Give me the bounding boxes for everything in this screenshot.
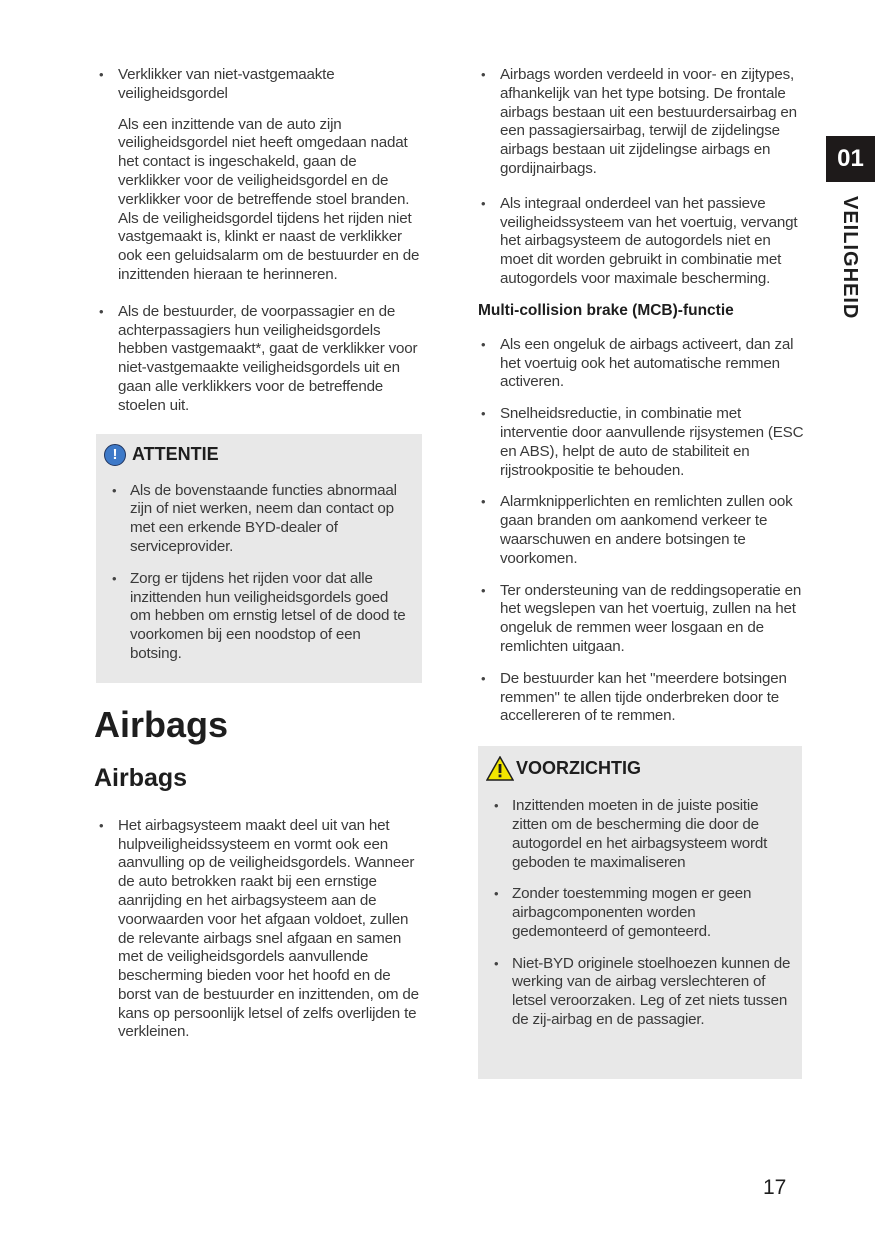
list-item [104,482,412,557]
bullet-icon: • [494,798,499,814]
bullet-icon: • [481,670,486,686]
left-column [96,66,422,1055]
bullet-icon: • [99,303,104,319]
list-item-text: Ter ondersteuning van de reddingsoperatie en het wegslepen van het voertuig, zullen na het ongeluk de remmen weer losgaan en de remlichten uitgaan. [500,581,802,655]
bullet-icon: • [112,482,117,498]
bullet-icon: • [494,886,499,902]
attention-list [104,482,412,664]
caution-heading-text: VOORZICHTIG [516,758,641,779]
list-item-text: Airbags worden verdeeld in voor- en zijtypes, afhankelijk van het type botsing. De frontale airbags bestaan uit een bestuurdersairbag en een passagiersairbag, terwijl de zijdelingse airbags bestaan uit zijdelingse airbags en gordijnairbags. [500,66,797,177]
bullet-icon: • [481,336,486,352]
seatbelt-bullet-list [96,66,422,416]
list-item-text: Het airbagsysteem maakt deel uit van het hulpveiligheidssysteem en vormt ook een aanvulling op de veiligheidsgordels. Wanneer de auto betrokken raakt bij een ernstige aanrijding en het airbagsysteem aan de voorwaarden voor het afgaan voldoet, zullen de relevante airbags snel afgaan en samen met de veiligheidsgordels aanvullende bescherming bieden voor het hoofd en de borst van de bestuurder en inzittenden, om de kans op persoonlijk letsel of zelfs overlijden te verkleinen. [118,816,419,1041]
bullet-icon: • [481,582,486,598]
bullet-icon: • [481,195,486,211]
list-item [104,570,412,664]
list-item-text: Niet-BYD originele stoelhoezen kunnen de werking van de airbag verslechteren of letsel veroorzaken. Leg of zet niets tussen de zij-airbag en de passagier. [512,954,791,1029]
chapter-number-tab [826,136,875,182]
chapter-title: VEILIGHEID [839,196,861,320]
bullet-icon: • [481,494,486,510]
list-item [478,493,806,568]
warning-triangle-icon [486,756,514,781]
list-item-text: Alarmknipperlichten en remlichten zullen ook gaan branden om aankomend verkeer te waarschuwen en andere botsingen te voorkomen. [500,493,793,567]
list-item [478,336,806,392]
page-number: 17 [763,1176,787,1199]
list-item-text: De bestuurder kan het "meerdere botsingen remmen" te allen tijde onderbreken door te accellereren of te remmen. [500,669,787,725]
info-circle-icon: ! [104,444,126,466]
bullet-icon: • [99,817,104,833]
list-item [478,670,806,726]
list-item-text: Snelheidsreductie, in combinatie met interventie door aanvullende rijsystemen (ESC en ABS), helpt de auto de stabiliteit en rijstrookpositie te behouden. [500,405,804,479]
bullet-icon: • [481,406,486,422]
list-item-text: Als de bestuurder, de voorpassagier en de achterpassagiers hun veiligheidsgordels hebben vastgemaakt*, gaat de verklikker voor niet-vastgemaakte veiligheidsgordels uit en gaan alle verklikkers voor de betreffende stoelen uit. [118,302,418,414]
list-item-title: Verklikker van niet-vastgemaakte veiligheidsgordel [118,66,335,102]
list-item [96,303,422,416]
list-item [478,195,806,289]
list-item-text: Als de bovenstaande functies abnormaal zijn of niet werken, neem dan contact op met een erkende BYD-dealer of serviceprovider. [130,481,397,555]
list-item [486,955,792,1030]
bullet-icon: • [112,570,117,586]
caution-list [486,797,792,1030]
list-item-text: Zonder toestemming mogen er geen airbagcomponenten worden gedemonteerd of gemonteerd. [512,885,752,940]
list-item-text: Als integraal onderdeel van het passieve veiligheidssysteem van het voertuig, vervangt het airbagsysteem de autogordels niet en moet dit worden gebruikt in combinatie met autogordels voor maximale bescherming. [500,194,798,287]
bullet-icon: • [99,67,104,82]
airbag-list-right [478,66,806,289]
bullet-icon: • [494,955,499,971]
list-item-text: Inzittenden moeten in de juiste positie zitten om de bescherming die door de autogordel en het airbagsysteem wordt geboden te maximaliseren [512,797,768,871]
right-column [478,66,806,1079]
list-item [96,66,422,285]
caution-box [478,746,802,1079]
list-item-paragraph: Als een inzittende van de auto zijn veiligheidsgordel niet heeft omgedaan nadat het contact is ingeschakeld, gaan de verklikker voor de veiligheidsgordel en de verklikker voor de betreffende stoel branden. Als de veiligheidsgordel tijdens het rijden niet vastgemaakt is, klinkt er naast de verklikker ook een geluidsalarm om de bestuurder en de inzittenden hieraan te herinneren. [118,115,420,283]
chapter-number: 01 [837,145,864,172]
list-item [96,817,422,1043]
subsection-title: Airbags [94,763,188,792]
attention-box [96,434,422,683]
list-item [478,66,806,179]
list-item [486,797,792,872]
list-item-text: Zorg er tijdens het rijden voor dat alle inzittenden hun veiligheidsgordels goed om hebben om ernstig letsel of de dood te voorkomen bij een noodstop of een botsing. [130,569,406,662]
attention-heading-text: ATTENTIE [132,444,219,465]
section-title: Airbags [94,703,229,745]
list-item [478,405,806,480]
list-item [478,582,806,657]
list-item-text: Als een ongeluk de airbags activeert, dan zal het voertuig ook het automatische remmen activeren. [500,335,794,391]
bullet-icon: • [481,67,486,82]
mcb-heading: Multi-collision brake (MCB)-functie [478,301,734,319]
attention-heading [104,444,412,466]
list-item [486,885,792,941]
caution-heading [486,756,792,781]
airbag-list-left [96,817,422,1043]
mcb-list [478,336,806,726]
